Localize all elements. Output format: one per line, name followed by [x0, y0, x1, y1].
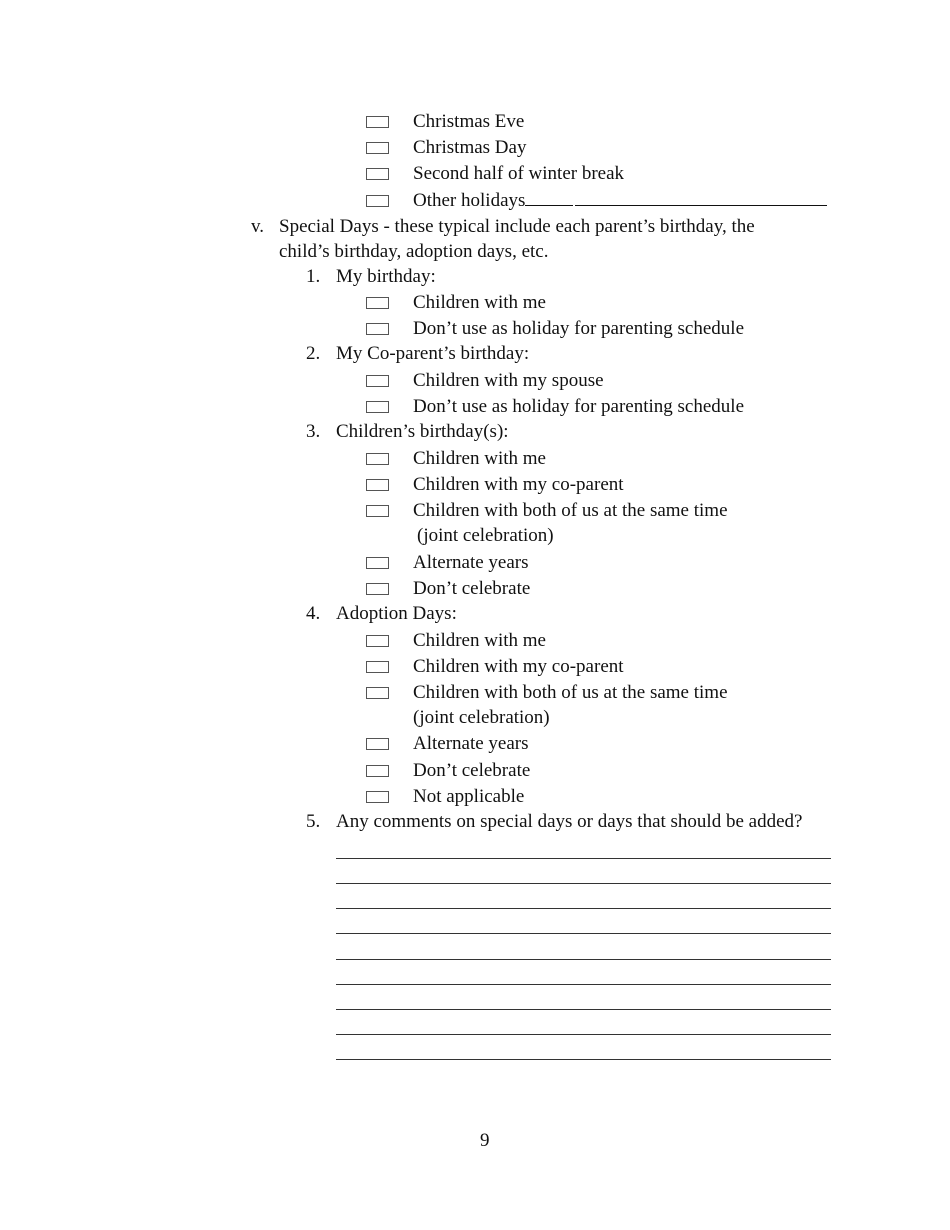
checkbox-children-birthday-with-coparent[interactable] [366, 479, 389, 491]
checkbox-adoption-both[interactable] [366, 687, 389, 699]
comment-line[interactable] [336, 959, 831, 960]
other-holidays-blank-field[interactable] [575, 189, 827, 206]
checkbox-adoption-with-coparent[interactable] [366, 661, 389, 673]
comment-line[interactable] [336, 908, 831, 909]
comment-line[interactable] [336, 933, 831, 934]
option-label: Alternate years [413, 733, 529, 754]
comment-line[interactable] [336, 1034, 831, 1035]
checkbox-my-birthday-children-with-me[interactable] [366, 297, 389, 309]
option-label: Children with my co-parent [413, 656, 624, 677]
question-title-comments: Any comments on special days or days that should be added? [336, 811, 803, 832]
checkbox-adoption-dont-celebrate[interactable] [366, 765, 389, 777]
question-number: 3. [306, 421, 321, 442]
question-number: 1. [306, 266, 321, 287]
option-label: Christmas Day [413, 137, 527, 158]
other-holidays-row [413, 189, 827, 213]
option-label: Don’t use as holiday for parenting schedule [413, 396, 745, 417]
checkbox-children-birthday-alternate[interactable] [366, 557, 389, 569]
checkbox-children-birthday-with-me[interactable] [366, 453, 389, 465]
option-label: Children with me [413, 630, 546, 651]
question-number: 2. [306, 343, 321, 364]
question-title-children-birthdays: Children’s birthday(s): [336, 421, 509, 442]
checkbox-coparent-birthday-dont-use[interactable] [366, 401, 389, 413]
comment-line[interactable] [336, 858, 831, 859]
checkbox-children-birthday-dont-celebrate[interactable] [366, 583, 389, 595]
section-intro-line1: Special Days - these typical include each parent’s birthday, the [279, 216, 755, 237]
checkbox-other-holidays[interactable] [366, 195, 389, 207]
section-marker: v. [251, 216, 265, 237]
comment-line[interactable] [336, 984, 831, 985]
option-label-continued: (joint celebration) [413, 707, 550, 728]
checkbox-christmas-day[interactable] [366, 142, 389, 154]
checkbox-coparent-birthday-children-with-spouse[interactable] [366, 375, 389, 387]
option-label: Other holidays [413, 190, 526, 211]
option-label-continued: (joint celebration) [417, 525, 554, 546]
page-number: 9 [480, 1130, 490, 1151]
option-label: Don’t celebrate [413, 760, 531, 781]
checkbox-adoption-not-applicable[interactable] [366, 791, 389, 803]
option-label: Children with my spouse [413, 370, 604, 391]
option-label: Children with both of us at the same time [413, 500, 728, 521]
checkbox-adoption-alternate[interactable] [366, 738, 389, 750]
comment-line[interactable] [336, 1009, 831, 1010]
option-label: Christmas Eve [413, 111, 525, 132]
option-label: Don’t celebrate [413, 578, 531, 599]
option-label: Not applicable [413, 786, 525, 807]
question-number: 4. [306, 603, 321, 624]
question-number: 5. [306, 811, 321, 832]
comment-line[interactable] [336, 1059, 831, 1060]
option-label: Alternate years [413, 552, 529, 573]
option-label: Children with me [413, 448, 546, 469]
option-label: Children with both of us at the same time [413, 682, 728, 703]
question-title-my-birthday: My birthday: [336, 266, 436, 287]
question-title-adoption-days: Adoption Days: [336, 603, 457, 624]
checkbox-christmas-eve[interactable] [366, 116, 389, 128]
option-label: Don’t use as holiday for parenting schedule [413, 318, 745, 339]
other-holidays-blank-short [525, 189, 573, 206]
checkbox-children-birthday-both[interactable] [366, 505, 389, 517]
option-label: Children with my co-parent [413, 474, 624, 495]
checkbox-second-half-winter-break[interactable] [366, 168, 389, 180]
comment-line[interactable] [336, 883, 831, 884]
option-label: Children with me [413, 292, 546, 313]
question-title-coparent-birthday: My Co-parent’s birthday: [336, 343, 530, 364]
checkbox-my-birthday-dont-use[interactable] [366, 323, 389, 335]
option-label: Second half of winter break [413, 163, 625, 184]
checkbox-adoption-with-me[interactable] [366, 635, 389, 647]
section-intro-line2: child’s birthday, adoption days, etc. [279, 241, 549, 262]
